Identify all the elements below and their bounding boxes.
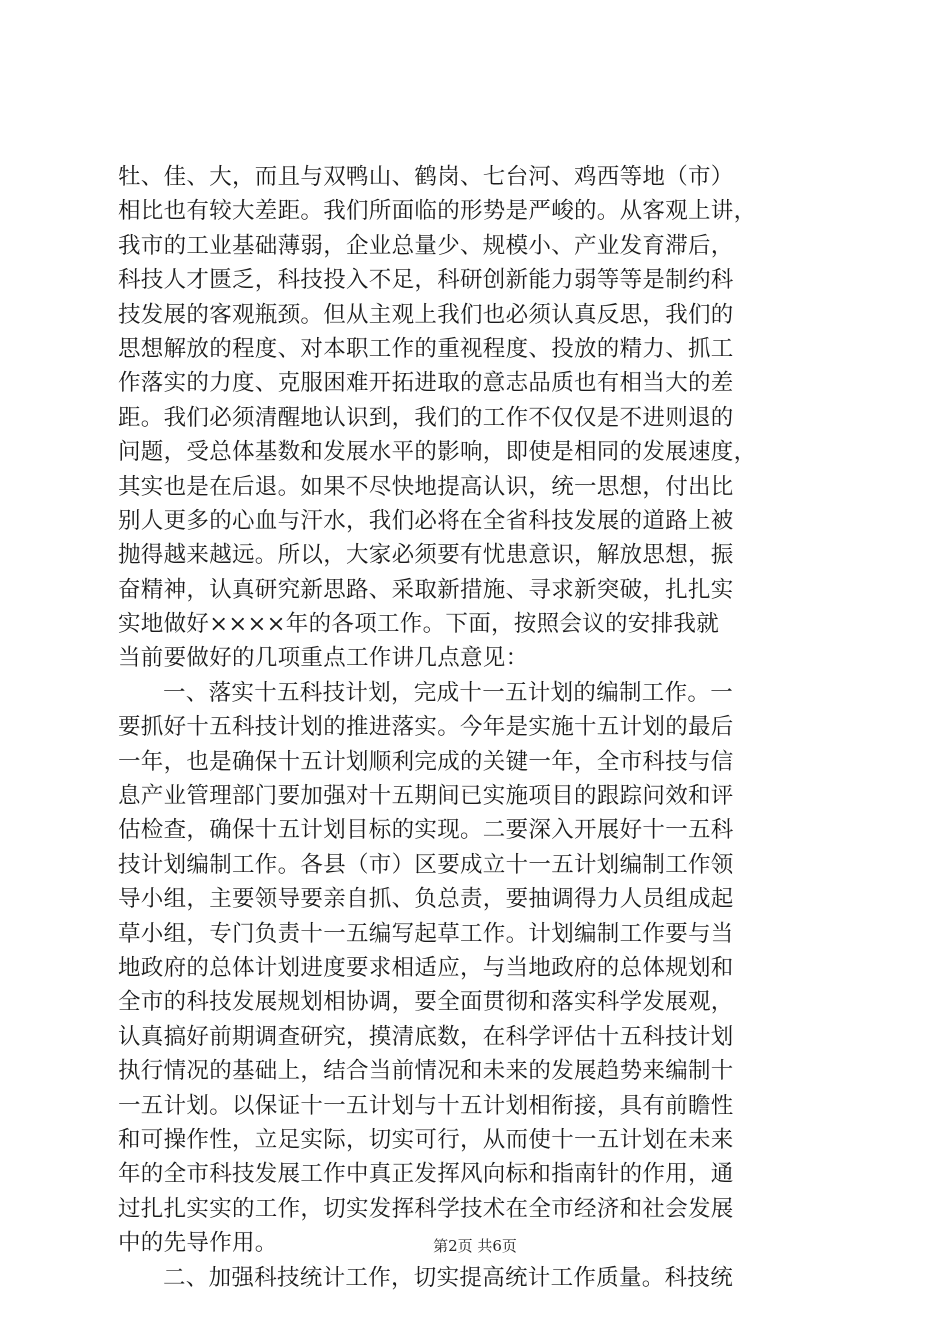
- text-line: 其实也是在后退。如果不尽快地提高认识，统一思想，付出比: [118, 473, 734, 500]
- text-line: 思想解放的程度、对本职工作的重视程度、投放的精力、抓工: [118, 335, 734, 362]
- text-line: 当前要做好的几项重点工作讲几点意见：: [118, 645, 529, 672]
- text-line: 作落实的力度、克服困难开拓进取的意志品质也有相当大的差: [118, 370, 734, 397]
- text-line: 要抓好十五科技计划的推进落实。今年是实施十五计划的最后: [118, 714, 734, 741]
- text-line: 地政府的总体计划进度要求相适应，与当地政府的总体规划和: [118, 954, 734, 981]
- text-line: 距。我们必须清醒地认识到，我们的工作不仅仅是不进则退的: [118, 404, 734, 431]
- text-line: 问题，受总体基数和发展水平的影响，即使是相同的发展速度，: [118, 439, 757, 466]
- paragraph-first-line: 二、加强科技统计工作，切实提高统计工作质量。科技统: [163, 1264, 734, 1291]
- text-line: 我市的工业基础薄弱，企业总量少、规模小、产业发育滞后，: [118, 232, 734, 259]
- text-line: 认真搞好前期调查研究，摸清底数，在科学评估十五科技计划: [118, 1023, 734, 1050]
- paragraph-first-line: 一、落实十五科技计划，完成十一五计划的编制工作。一: [163, 679, 734, 706]
- text-line: 年的全市科技发展工作中真正发挥风向标和指南针的作用，通: [118, 1161, 734, 1188]
- text-line: 估检查，确保十五计划目标的实现。二要深入开展好十一五科: [118, 817, 734, 844]
- document-body: [118, 160, 838, 1295]
- text-line: 牡、佳、大，而且与双鸭山、鹤岗、七台河、鸡西等地（市）: [118, 164, 734, 190]
- text-line: 技发展的客观瓶颈。但从主观上我们也必须认真反思，我们的: [118, 301, 734, 328]
- text-line: 相比也有较大差距。我们所面临的形势是严峻的。从客观上讲，: [118, 198, 757, 225]
- text-line: 别人更多的心血与汗水，我们必将在全省科技发展的道路上被: [118, 507, 734, 534]
- text-line: 草小组，专门负责十一五编写起草工作。计划编制工作要与当: [118, 920, 734, 947]
- text-line: 息产业管理部门要加强对十五期间已实施项目的跟踪问效和评: [118, 783, 734, 810]
- text-line: 导小组，主要领导要亲自抓、负总责，要抽调得力人员组成起: [118, 886, 734, 913]
- text-line: 和可操作性，立足实际，切实可行，从而使十一五计划在未来: [118, 1126, 734, 1153]
- text-line: 全市的科技发展规划相协调，要全面贯彻和落实科学发展观，: [118, 989, 734, 1016]
- text-line: 技计划编制工作。各县（市）区要成立十一五计划编制工作领: [118, 851, 734, 878]
- text-line: 一年，也是确保十五计划顺利完成的关键一年，全市科技与信: [118, 748, 734, 775]
- text-line: 实地做好××××年的各项工作。下面，按照会议的安排我就: [118, 611, 720, 638]
- text-line: 执行情况的基础上，结合当前情况和未来的发展趋势来编制十: [118, 1058, 734, 1085]
- text-line: 奋精神，认真研究新思路、采取新措施、寻求新突破，扎扎实: [118, 576, 734, 603]
- text-line: 一五计划。以保证十一五计划与十五计划相衔接，具有前瞻性: [118, 1092, 734, 1119]
- text-line: 科技人才匮乏，科技投入不足，科研创新能力弱等等是制约科: [118, 267, 734, 294]
- text-line: 抛得越来越远。所以，大家必须要有忧患意识，解放思想，振: [118, 542, 734, 569]
- text-line: 中的先导作用。: [118, 1230, 278, 1257]
- text-line: 过扎扎实实的工作，切实发挥科学技术在全市经济和社会发展: [118, 1195, 734, 1222]
- page-footer: 第2页 共6页: [433, 1237, 517, 1255]
